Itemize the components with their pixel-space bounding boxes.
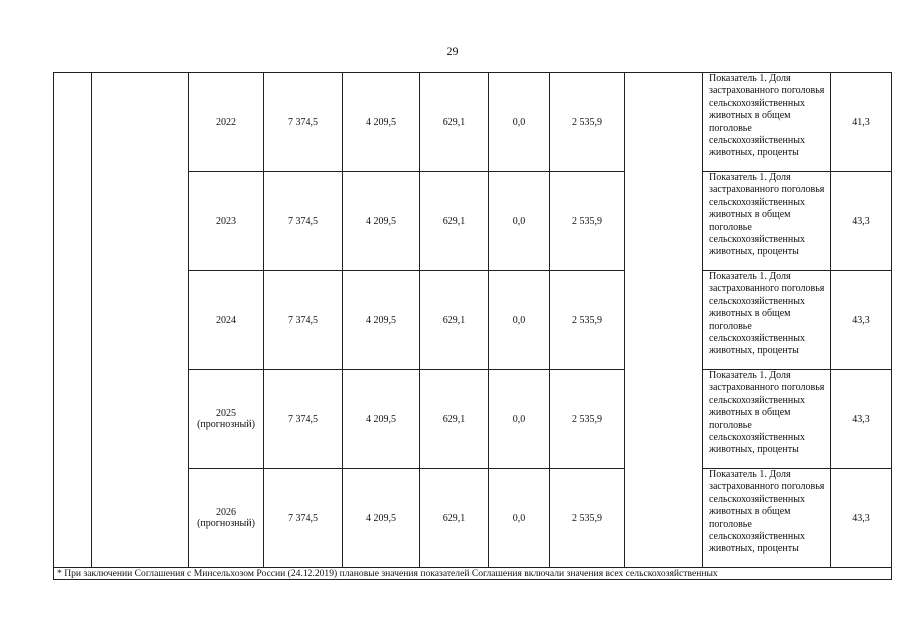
value-cell: 4 209,5 <box>343 172 420 271</box>
value-cell: 2 535,9 <box>550 271 625 370</box>
year-cell: 2023 <box>189 172 264 271</box>
value-cell: 4 209,5 <box>343 271 420 370</box>
value-cell: 0,0 <box>489 469 550 568</box>
value-cell: 629,1 <box>420 172 489 271</box>
year-cell: 2025 (прогнозный) <box>189 370 264 469</box>
value-cell: 0,0 <box>489 172 550 271</box>
year-cell: 2022 <box>189 73 264 172</box>
year-cell: 2026 (прогнозный) <box>189 469 264 568</box>
indicator-value-cell: 41,3 <box>831 73 892 172</box>
year-cell: 2024 <box>189 271 264 370</box>
page-number: 29 <box>446 44 459 58</box>
footnote-row <box>54 568 892 580</box>
value-cell: 629,1 <box>420 370 489 469</box>
value-cell: 0,0 <box>489 73 550 172</box>
indicator-cell: Показатель 1. Доля застрахованного поголовья сельскохозяйственных животных в общем поголовье сельскохозяйственных животных, проценты <box>703 172 831 271</box>
value-cell: 2 535,9 <box>550 469 625 568</box>
value-cell: 2 535,9 <box>550 172 625 271</box>
value-cell: 629,1 <box>420 469 489 568</box>
indicator-cell: Показатель 1. Доля застрахованного поголовья сельскохозяйственных животных в общем поголовье сельскохозяйственных животных, проценты <box>703 73 831 172</box>
indicator-value-cell: 43,3 <box>831 271 892 370</box>
value-cell: 7 374,5 <box>264 370 343 469</box>
value-cell: 7 374,5 <box>264 271 343 370</box>
indicator-cell: Показатель 1. Доля застрахованного поголовья сельскохозяйственных животных в общем поголовье сельскохозяйственных животных, проценты <box>703 370 831 469</box>
indicator-value-cell: 43,3 <box>831 469 892 568</box>
value-cell: 2 535,9 <box>550 370 625 469</box>
value-cell: 7 374,5 <box>264 469 343 568</box>
value-cell: 7 374,5 <box>264 172 343 271</box>
indicator-cell: Показатель 1. Доля застрахованного поголовья сельскохозяйственных животных в общем поголовье сельскохозяйственных животных, проценты <box>703 271 831 370</box>
value-cell: 4 209,5 <box>343 469 420 568</box>
indicator-value-cell: 43,3 <box>831 370 892 469</box>
value-cell: 0,0 <box>489 271 550 370</box>
value-cell: 4 209,5 <box>343 370 420 469</box>
footnote: * При заключении Соглашения с Минсельхозом России (24.12.2019) плановые значения показателей Соглашения включали значения всех сельскохозяйственных <box>54 568 892 580</box>
value-cell: 0,0 <box>489 370 550 469</box>
value-cell: 2 535,9 <box>550 73 625 172</box>
value-cell: 629,1 <box>420 271 489 370</box>
empty-cell <box>54 73 92 568</box>
indicator-value-cell: 43,3 <box>831 172 892 271</box>
value-cell: 4 209,5 <box>343 73 420 172</box>
empty-cell <box>625 73 703 568</box>
indicator-cell: Показатель 1. Доля застрахованного поголовья сельскохозяйственных животных в общем поголовье сельскохозяйственных животных, проценты <box>703 469 831 568</box>
value-cell: 629,1 <box>420 73 489 172</box>
table-row <box>54 73 892 172</box>
empty-cell <box>92 73 189 568</box>
value-cell: 7 374,5 <box>264 73 343 172</box>
budget-table <box>53 72 892 580</box>
